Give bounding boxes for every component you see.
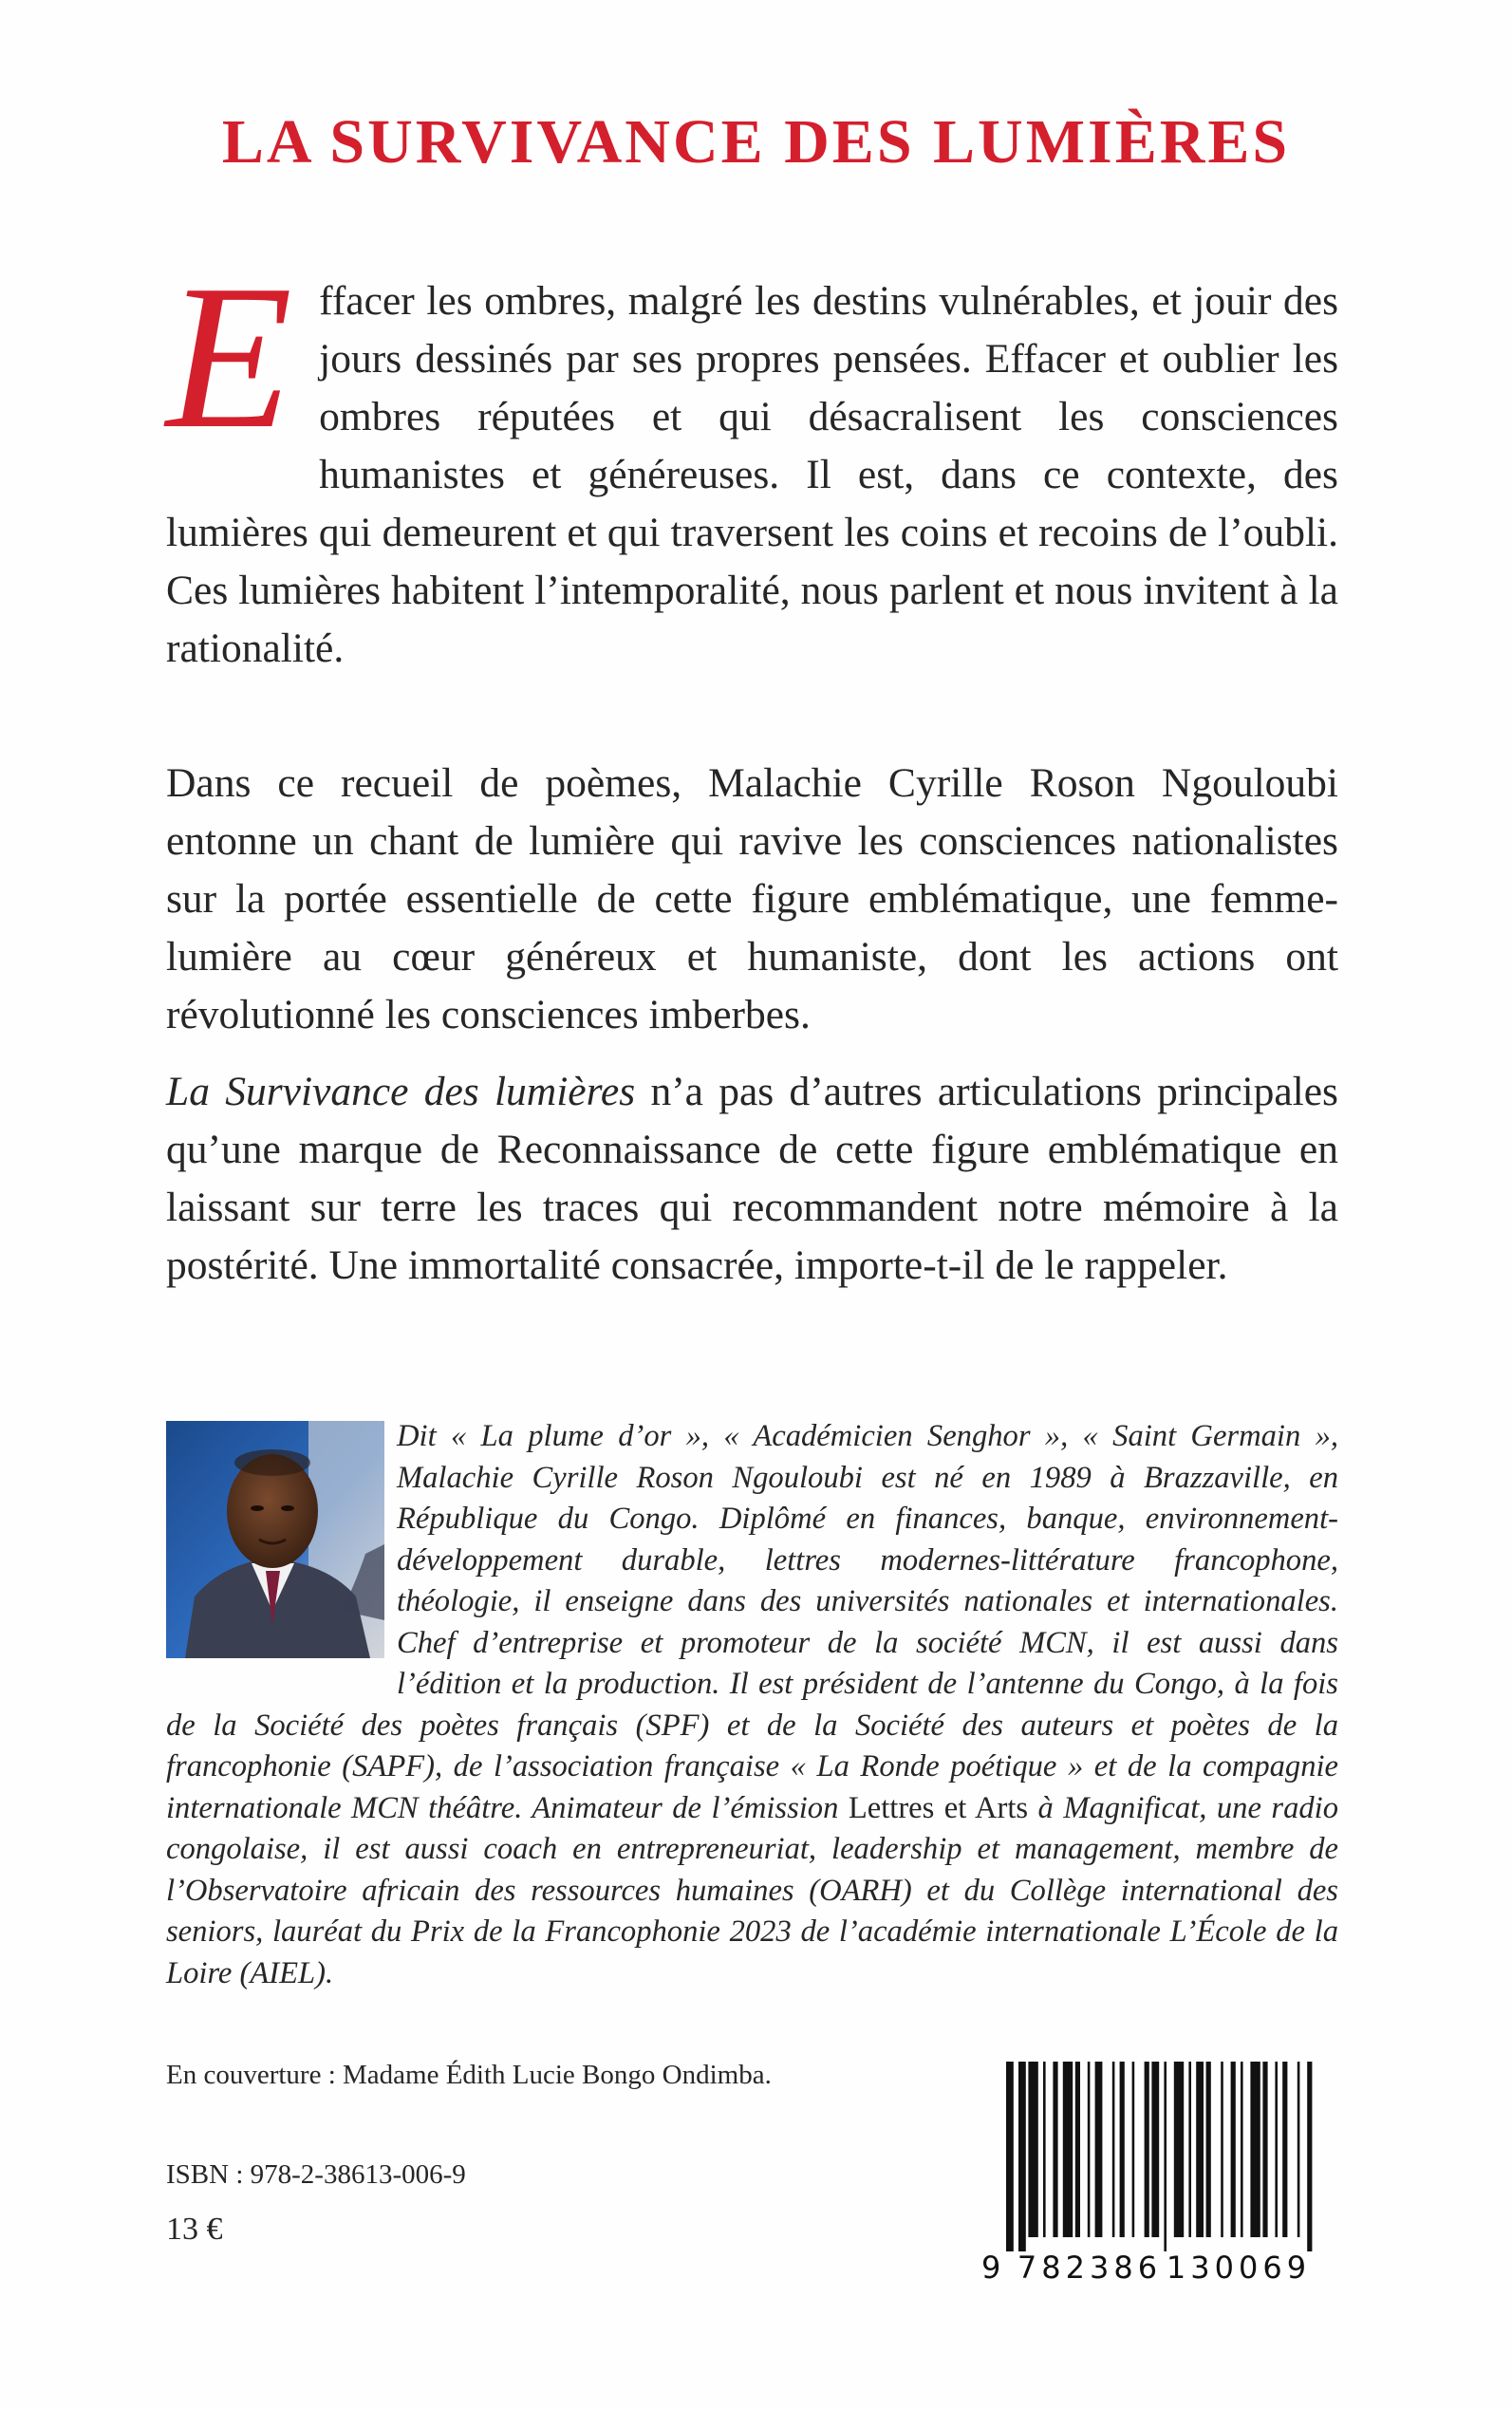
barcode-bar bbox=[1188, 2062, 1191, 2237]
author-portrait-image bbox=[166, 1421, 384, 1658]
blurb-paragraph-1 bbox=[166, 243, 1338, 678]
barcode-bar bbox=[1112, 2062, 1115, 2237]
barcode-bar bbox=[1241, 2062, 1243, 2237]
book-title-italic: La Survivance des lumières bbox=[166, 1069, 636, 1114]
barcode-bar bbox=[1151, 2062, 1159, 2237]
blurb-paragraph-2: Dans ce recueil de poèmes, Malachie Cyrille Roson Ngouloubi entonne un chant de lumière qui ravive les consciences nationalistes sur la portée essentielle de cette figure emblématique, une femme-lumière au cœur généreux et humaniste, dont les actions ont révolutionné les consciences imberbes. bbox=[166, 760, 1338, 1037]
barcode-bar bbox=[1075, 2062, 1080, 2237]
barcode-bar bbox=[1164, 2062, 1167, 2251]
show-name: Lettres et Arts bbox=[848, 1790, 1029, 1825]
barcode-bar bbox=[1120, 2062, 1125, 2237]
blurb-paragraph-1-text: ffacer les ombres, malgré les destins vulnérables, et jouir des jours dessinés par ses propres pensées. Effacer et oublier les ombres réputées et qui désacralisent les consciences humanistes et généreuses. Il est, dans ce contexte, des lumières qui demeurent et qui traversent les coins et recoins de l’oubli. Ces lumières habitent l’intemporalité, nous parlent et nous invitent à la rationalité. bbox=[166, 278, 1338, 671]
blurb-paragraph-3-text: n’a pas d’autres articulations principales qu’une marque de Reconnaissance de cette figure emblématique en laissant sur terre les traces qui recommandent notre mémoire à la postérité. Une immortalité consacrée, importe-t-il de le rappeler. bbox=[166, 1069, 1338, 1288]
barcode-bar bbox=[1174, 2062, 1184, 2237]
barcode-bar bbox=[1053, 2062, 1057, 2237]
barcode-bar bbox=[1043, 2062, 1046, 2237]
barcode-bar bbox=[1307, 2062, 1312, 2251]
barcode-bar bbox=[1282, 2062, 1287, 2237]
barcode-bar bbox=[1063, 2062, 1073, 2237]
barcode-digits-right: 130069 bbox=[1166, 2250, 1312, 2286]
barcode-bar bbox=[1006, 2062, 1014, 2251]
barcode-bar bbox=[1095, 2062, 1103, 2237]
blurb-paragraph-3 bbox=[166, 1063, 1338, 1295]
barcode-bar bbox=[1028, 2062, 1037, 2237]
price: 13 € bbox=[166, 2212, 223, 2247]
barcode-bars bbox=[1006, 2062, 1312, 2251]
barcode-bar bbox=[1297, 2062, 1300, 2237]
barcode-bar bbox=[1018, 2062, 1026, 2251]
author-photo bbox=[166, 1421, 384, 1658]
author-bio-part-1: Dit « La plume d’or », « Académicien Senghor », « Saint Germain », Malachie Cyrille Roson Ngouloubi est né en 1989 à Brazzaville, en République du Congo. Diplômé en finances, banque, environnement-développement durable, lettres modernes-littérature francophone, théologie, il enseigne dans des universités nationales et internationales. Chef d’entreprise et promoteur de la société MCN, il est aussi dans l’édition et la production. Il est président de l’antenne du Congo, à la fois de la Société des poètes français (SPF) et de la Société des auteurs et poètes de la francophonie (SAPF), de l’association française « La Ronde poétique » et de la compagnie internationale MCN théâtre. Animateur de l’émission bbox=[166, 1419, 1338, 1825]
barcode-bar bbox=[1231, 2062, 1236, 2237]
barcode-bar bbox=[1275, 2062, 1278, 2237]
barcode-bar bbox=[1206, 2062, 1211, 2237]
cover-credit: En couverture : Madame Édith Lucie Bongo Ondimba. bbox=[166, 2060, 772, 2090]
isbn-barcode bbox=[978, 2062, 1340, 2289]
author-bio-part-2: à Magnificat, une radio congolaise, il est aussi coach en entrepreneuriat, leadership et management, membre de l’Observatoire africain des ressources humaines (OARH) et du Collège international des seniors, lauréat du Prix de la Francophonie 2023 de l’académie internationale L’École de la Loire (AIEL). bbox=[166, 1790, 1338, 1990]
isbn: ISBN : 978-2-38613-006-9 bbox=[166, 2159, 466, 2190]
barcode-bar bbox=[1221, 2062, 1223, 2237]
drop-cap: E bbox=[166, 243, 293, 472]
barcode-bar bbox=[1145, 2062, 1149, 2237]
book-title: LA SURVIVANCE DES LUMIÈRES bbox=[221, 107, 1291, 177]
barcode-bar bbox=[1088, 2062, 1091, 2237]
barcode-bar bbox=[1196, 2062, 1204, 2237]
barcode-digit-first: 9 bbox=[981, 2250, 1001, 2286]
barcode-bar bbox=[1250, 2062, 1260, 2237]
barcode-digits-left: 782386 bbox=[1017, 2250, 1163, 2286]
barcode-bar bbox=[1132, 2062, 1135, 2237]
barcode-bar bbox=[1262, 2062, 1267, 2237]
